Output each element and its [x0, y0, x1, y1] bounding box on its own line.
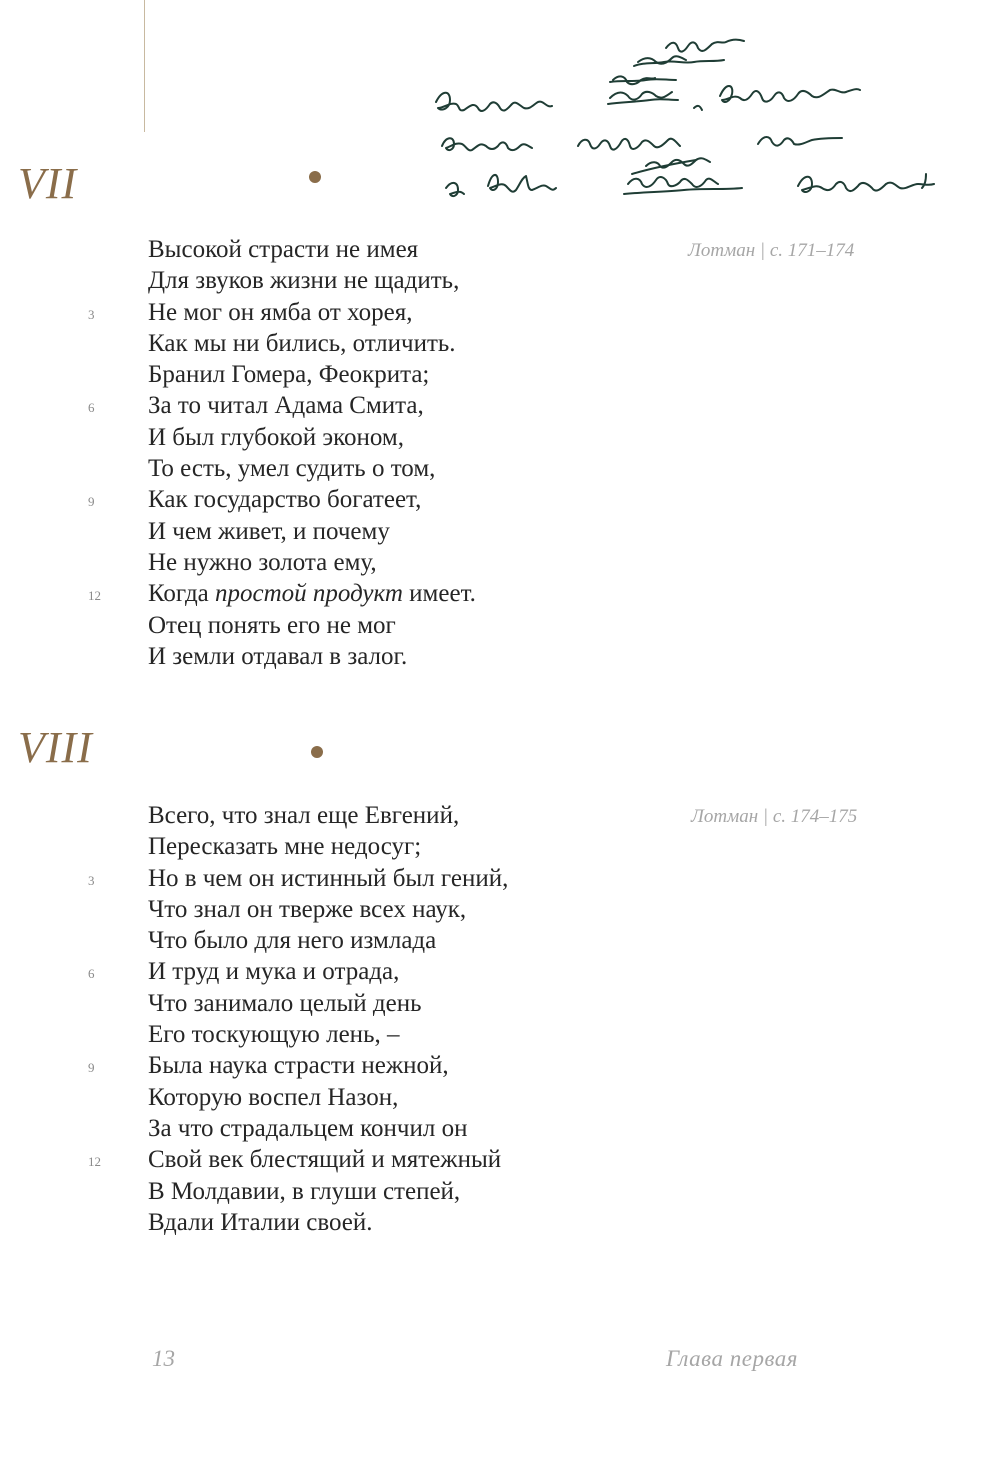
verse-line [148, 359, 476, 390]
verse-text: Но в чем он истинный был гений, [148, 864, 509, 892]
verse-line [88, 297, 476, 328]
line-number: 9 [88, 1060, 95, 1076]
stanza-number: VII [18, 159, 78, 208]
verse-text: Отец понять его не мог [148, 611, 396, 639]
verse-text-italic: простой продукт [215, 580, 403, 608]
line-number: 3 [88, 872, 95, 888]
stanza-number: VIII [18, 723, 93, 772]
chapter-title: Глава первая [666, 1346, 798, 1371]
verse-text: За что страдальцем кончил он [148, 1114, 468, 1142]
verse-line [88, 390, 476, 421]
line-number: 3 [88, 306, 95, 322]
verse-line [148, 800, 508, 831]
manuscript-image [428, 26, 968, 226]
page-number: 13 [152, 1346, 175, 1371]
verse-line [88, 1050, 508, 1081]
verse-text: Высокой страсти не имея [148, 236, 419, 263]
verse-line [148, 422, 476, 453]
verse-line [148, 516, 476, 547]
line-number: 9 [88, 494, 95, 510]
verse-text: Когда [148, 580, 216, 608]
verse-text: Для звуков жизни не щадить, [148, 267, 460, 295]
verse-line [88, 484, 476, 515]
verse-text: И был глубокой эконом, [148, 423, 404, 451]
verse-line [148, 265, 476, 296]
verse-text: В Молдавии, в глуши степей, [148, 1177, 461, 1205]
verse-text: Пересказать мне недосуг; [148, 833, 422, 861]
verse-text: Вдали Италии своей. [148, 1208, 373, 1236]
verse-text: Его тоскующую лень, – [148, 1021, 400, 1049]
verse-line [148, 1207, 508, 1238]
verse-text: имеет. [402, 580, 476, 608]
verse-text: Что занимало целый день [148, 989, 422, 1017]
verse-line [148, 641, 476, 672]
stanza-ornament-dot [309, 171, 321, 183]
verse-text: Что знал он тверже всех наук, [148, 895, 467, 923]
vertical-rule [144, 0, 145, 132]
verse-line [88, 863, 509, 894]
line-number: 12 [88, 1154, 101, 1170]
stanza-reference: Лотман | с. 171–174 [688, 240, 855, 261]
stanza-ornament-dot [311, 746, 323, 758]
line-number: 12 [88, 588, 101, 604]
verse-text: И земли отдавал в залог. [148, 642, 408, 670]
stanza-verse [88, 800, 509, 1238]
verse-text: Свой век блестящий и мятежный [148, 1146, 502, 1174]
verse-line [148, 1176, 508, 1207]
verse-text: Как мы ни бились, отличить. [148, 329, 456, 357]
verse-line [148, 453, 476, 484]
verse-text: И чем живет, и почему [148, 517, 390, 545]
verse-text: Не нужно золота ему, [148, 548, 377, 576]
verse-line [148, 831, 508, 862]
verse-line [148, 1113, 508, 1144]
verse-line [88, 956, 508, 987]
line-number: 6 [88, 400, 95, 416]
verse-line [148, 1019, 508, 1050]
stanza-reference: Лотман | с. 174–175 [691, 806, 858, 827]
verse-text: Была наука страсти нежной, [148, 1052, 449, 1080]
verse-line [88, 578, 476, 609]
verse-line [148, 894, 508, 925]
verse-text: Которую воспел Назон, [148, 1083, 399, 1111]
verse-line [148, 547, 476, 578]
verse-line [148, 610, 476, 641]
verse-text: За то читал Адама Смита, [148, 392, 424, 420]
verse-text: Не мог он ямба от хорея, [148, 298, 413, 326]
verse-text: Как государство богатеет, [148, 486, 422, 514]
verse-line [148, 1082, 508, 1113]
verse-text: То есть, умел судить о том, [148, 455, 436, 483]
verse-line [88, 1144, 508, 1175]
verse-line [148, 988, 508, 1019]
verse-text: Всего, что знал еще Евгений, [148, 802, 460, 829]
verse-line [148, 328, 476, 359]
verse-line [148, 234, 476, 265]
verse-text: И труд и мука и отрада, [148, 958, 400, 986]
verse-text: Бранил Гомера, Феокрита; [148, 361, 430, 389]
verse-text: Что было для него измлада [148, 927, 437, 955]
stanza-verse [88, 234, 476, 672]
verse-line [148, 925, 508, 956]
line-number: 6 [88, 966, 95, 982]
